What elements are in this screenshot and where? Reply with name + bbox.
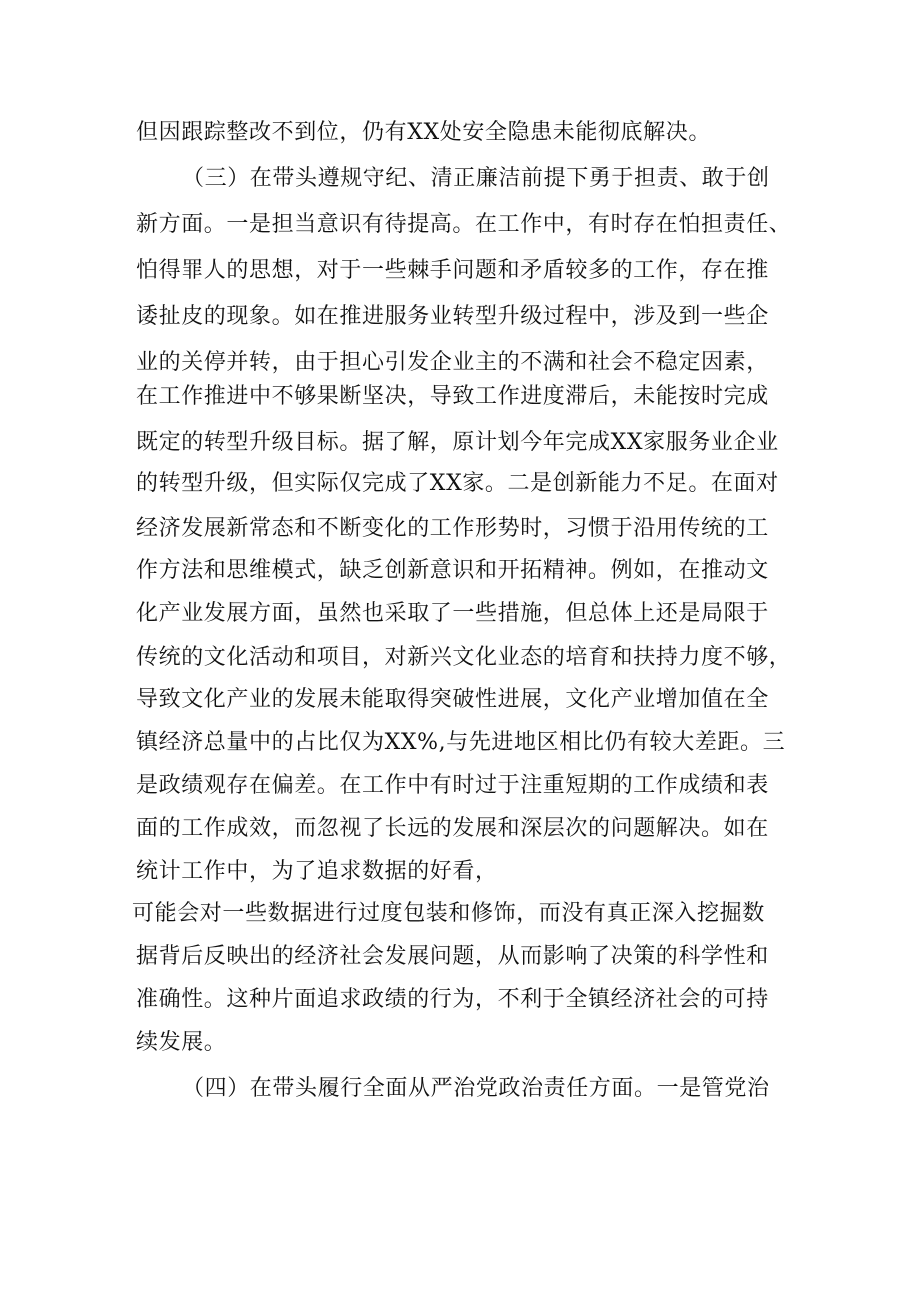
paragraph-line: 导致文化产业的发展未能取得突破性进展，文化产业增加值在全 [136,687,769,712]
paragraph-line: 新方面。一是担当意识有待提高。在工作中，有时存在怕担责任、 [136,212,792,237]
paragraph-line: 续发展。 [136,1030,227,1055]
paragraph-line: 业的关停并转，由于担心引发企业主的不满和社会不稳定因素， [136,350,769,375]
paragraph-line: 统计工作中，为了追求数据的好看， [136,859,498,884]
paragraph-line: 在工作推进中不够果断坚决，导致工作进度滞后，未能按时完成 [136,384,769,409]
paragraph-line: 经济发展新常态和不断变化的工作形势时，习惯于沿用传统的工 [136,516,769,541]
paragraph-line: 怕得罪人的思想，对于一些棘手问题和矛盾较多的工作，存在推 [136,258,769,283]
section-heading-line: （四）在带头履行全面从严治党政治责任方面。一是管党治 [182,1076,770,1101]
paragraph-line: 面的工作成效，而忽视了长远的发展和深层次的问题解决。如在 [136,816,769,841]
paragraph-line: 传统的文化活动和项目，对新兴文化业态的培育和扶持力度不够， [136,645,792,670]
paragraph-line: 的转型升级，但实际仅完成了XX家。二是创新能力不足。在面对 [136,471,779,496]
paragraph-line: 镇经济总量中的占比仅为XX%,与先进地区相比仍有较大差距。三 [136,730,786,755]
paragraph-line: 既定的转型升级目标。据了解，原计划今年完成XX家服务业企业 [136,430,779,455]
paragraph-line: 准确性。这种片面追求政绩的行为，不利于全镇经济社会的可持 [136,987,769,1012]
paragraph-line: 但因跟踪整改不到位，仍有XX处安全隐患未能彻底解决。 [136,120,711,145]
paragraph-line: 诿扯皮的现象。如在推进服务业转型升级过程中，涉及到一些企 [136,304,769,329]
paragraph-line: 据背后反映出的经济社会发展问题，从而影响了决策的科学性和 [136,944,769,969]
paragraph-line: 可能会对一些数据进行过度包装和修饰，而没有真正深入挖掘数 [132,901,765,926]
section-heading-line: （三）在带头遵规守纪、清正廉洁前提下勇于担责、敢于创 [182,166,770,191]
paragraph-line: 作方法和思维模式，缺乏创新意识和开拓精神。例如，在推动文 [136,558,769,583]
paragraph-line: 化产业发展方面，虽然也采取了一些措施，但总体上还是局限于 [136,601,769,626]
paragraph-line: 是政绩观存在偏差。在工作中有时过于注重短期的工作成绩和表 [136,773,769,798]
